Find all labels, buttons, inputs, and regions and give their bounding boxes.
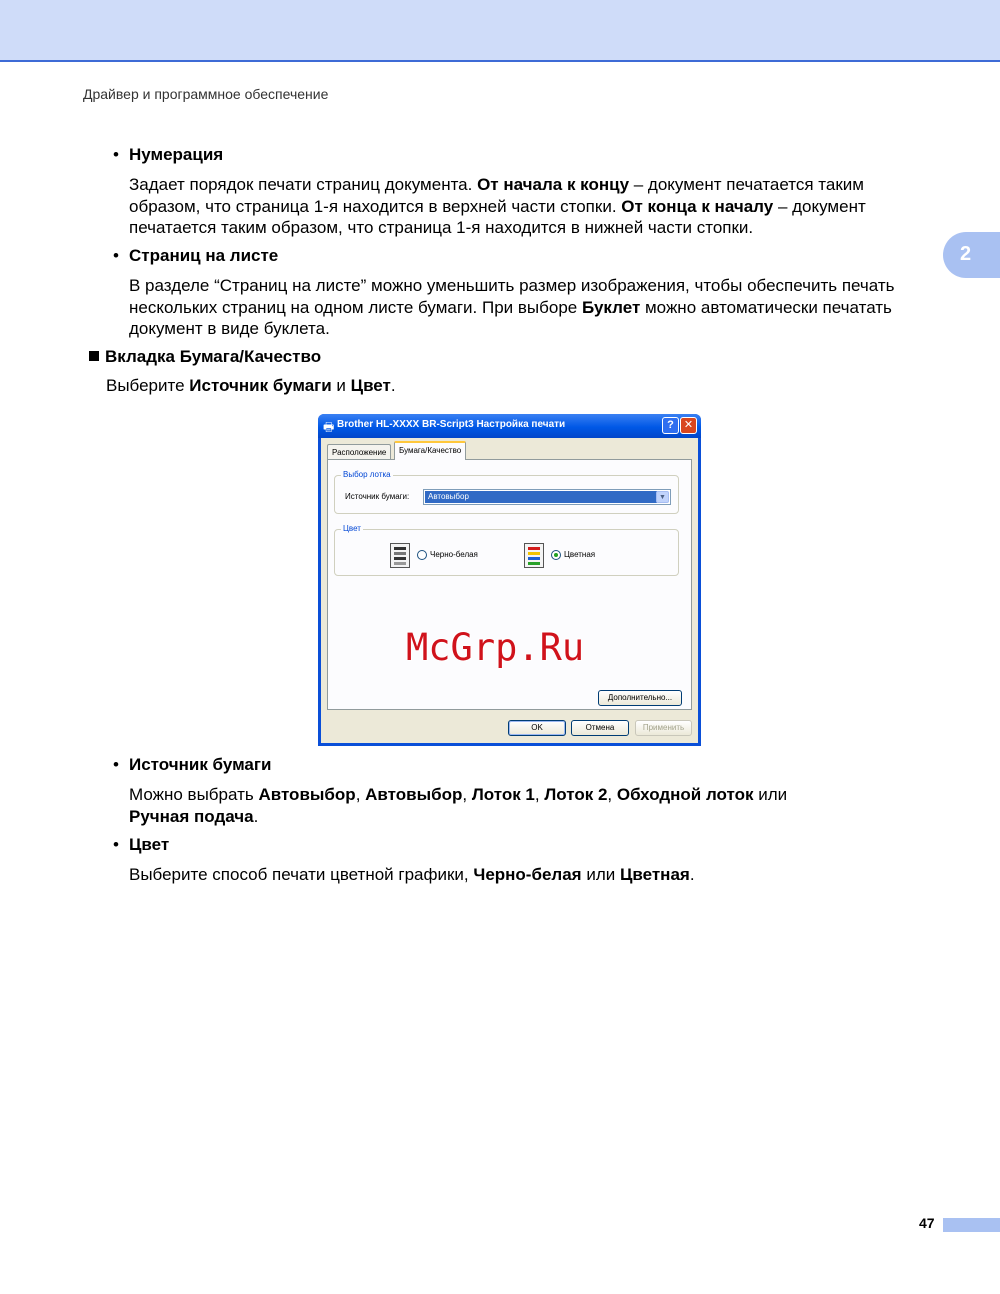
numbering-heading: • Нумерация (113, 145, 224, 164)
tab-paper-quality[interactable]: Бумага/Качество (394, 441, 466, 460)
print-settings-dialog (318, 414, 701, 746)
paper-source-text: Можно выбрать Автовыбор, Автовыбор, Лоток 1, Лоток 2, Обходной лоток или Ручная подача. (129, 785, 788, 826)
square-bullet-icon (89, 351, 99, 361)
close-button[interactable]: ✕ (680, 417, 697, 434)
ok-button[interactable]: OK (508, 720, 566, 736)
help-button[interactable]: ? (662, 417, 679, 434)
chapter-tab (943, 232, 1000, 278)
section-intro: Выберите Источник бумаги и Цвет. (106, 376, 396, 395)
tab-panel (327, 459, 692, 710)
color-group (334, 524, 679, 576)
chevron-down-icon[interactable]: ▼ (656, 491, 669, 503)
cancel-button[interactable]: Отмена (571, 720, 629, 736)
dialog-body (321, 438, 698, 743)
mono-radio[interactable] (417, 550, 427, 560)
chapter-number: 2 (960, 243, 972, 265)
mono-printer-icon (390, 543, 410, 568)
color-heading: • Цвет (113, 835, 170, 854)
color-label: Цветная (564, 550, 596, 559)
tray-selection-group (334, 470, 679, 514)
apply-button[interactable]: Применить (635, 720, 692, 736)
tab-layout[interactable]: Расположение (327, 444, 391, 460)
watermark: McGrp.Ru (406, 626, 585, 669)
advanced-button[interactable]: Дополнительно... (598, 690, 682, 706)
color-text: Выберите способ печати цветной графики, Черно-белая или Цветная. (129, 865, 695, 884)
paper-source-heading: • Источник бумаги (113, 755, 272, 774)
page-number: 47 (919, 1215, 935, 1231)
paper-source-select[interactable] (423, 489, 671, 505)
dialog-title: Brother HL-XXXX BR-Script3 Настройка печати (337, 419, 566, 430)
pages-per-sheet-heading: • Страниц на листе (113, 246, 279, 265)
running-title: Драйвер и программное обеспечение (83, 86, 329, 102)
numbering-text: Задает порядок печати страниц документа. От начала к концу – документ печатается таким образом, что страница 1-я находится в верхней части стопки. От конца к началу – документ печатается таким образом, что страница 1-я находится в нижней части стопки. (129, 175, 866, 237)
dialog-title-bar (318, 414, 701, 438)
header-band (0, 0, 1000, 62)
footer-bar (943, 1218, 1000, 1232)
color-printer-icon (524, 543, 544, 568)
color-group-label: Цвет (343, 524, 361, 533)
paper-source-value: Автовыбор (425, 491, 657, 503)
tray-group-label: Выбор лотка (343, 470, 391, 479)
printer-icon: 🖶 (323, 420, 335, 434)
color-radio[interactable] (551, 550, 561, 560)
paper-source-label: Источник бумаги: (345, 492, 410, 501)
section-heading: Вкладка Бумага/Качество (89, 347, 321, 367)
mono-label: Черно-белая (430, 550, 478, 559)
pages-per-sheet-text: В разделе “Страниц на листе” можно уменьшить размер изображения, чтобы обеспечить печать нескольких страниц на одном листе бумаги. При выборе Буклет можно автоматически печатать документ в виде буклета. (129, 276, 895, 338)
